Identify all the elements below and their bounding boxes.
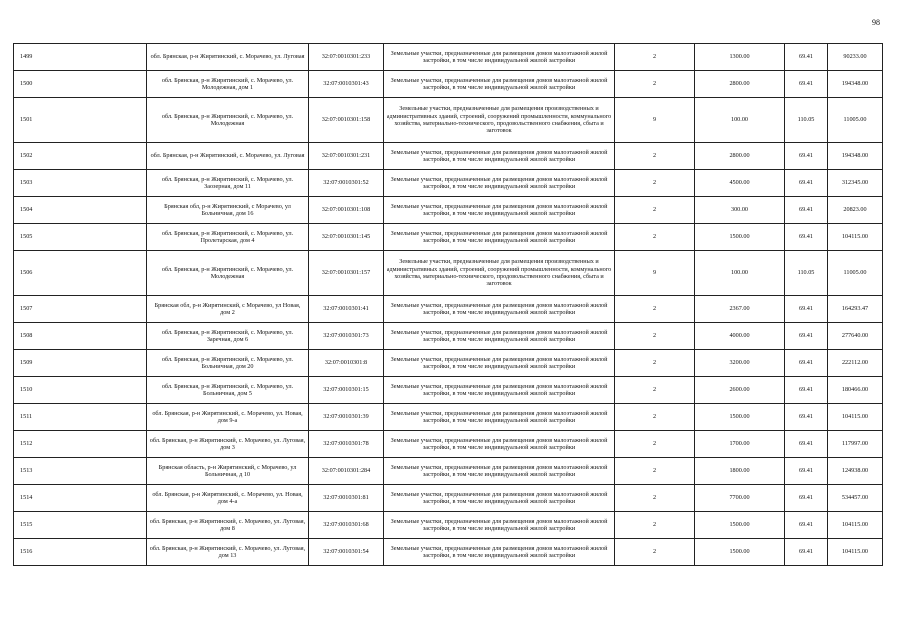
cadastral-value-cell: 124938.00	[828, 458, 883, 485]
table-row	[14, 512, 883, 539]
address-cell: обл. Брянская, р-н Жирятинский, с. Морачево, ул. Молодежная	[147, 98, 309, 143]
use-group-cell: 2	[615, 71, 695, 98]
land-use-purpose-cell: Земельные участки, предназначенные для размещения домов малоэтажной жилой застройки, в том числе индивидуальной жилой застройки	[384, 458, 615, 485]
cadastral-number-cell: 32:07:0010301:231	[309, 143, 384, 170]
table-row	[14, 539, 883, 566]
table-row	[14, 323, 883, 350]
land-use-purpose-cell: Земельные участки, предназначенные для размещения производственных и административных зданий, строений, сооружений промышленности, коммунального хозяйства, материально-технического, продовольственного снабжения, сбыта и заготовок	[384, 98, 615, 143]
address-cell: Брянская обл, р-н Жирятинский, с Морачево, ул Больничная, дом 16	[147, 197, 309, 224]
cadastral-number-cell: 32:07:0010301:284	[309, 458, 384, 485]
cadastral-value-cell: 194348.00	[828, 143, 883, 170]
row-number-cell: 1513	[14, 458, 147, 485]
use-group-cell: 2	[615, 197, 695, 224]
area-cell: 4000.00	[695, 323, 785, 350]
specific-value-cell: 69.41	[785, 296, 828, 323]
area-cell: 100.00	[695, 251, 785, 296]
land-use-purpose-cell: Земельные участки, предназначенные для размещения домов малоэтажной жилой застройки, в том числе индивидуальной жилой застройки	[384, 404, 615, 431]
cadastral-value-cell: 312345.00	[828, 170, 883, 197]
cadastral-number-cell: 32:07:0010301:39	[309, 404, 384, 431]
address-cell: Брянская обл, р-н Жирятинский, с Морачево, ул Новая, дом 2	[147, 296, 309, 323]
cadastral-value-cell: 11005.00	[828, 98, 883, 143]
use-group-cell: 2	[615, 431, 695, 458]
specific-value-cell: 69.41	[785, 170, 828, 197]
cadastral-number-cell: 32:07:0010301:15	[309, 377, 384, 404]
use-group-cell: 9	[615, 98, 695, 143]
cadastral-value-cell: 104115.00	[828, 224, 883, 251]
land-use-purpose-cell: Земельные участки, предназначенные для размещения домов малоэтажной жилой застройки, в том числе индивидуальной жилой застройки	[384, 512, 615, 539]
specific-value-cell: 69.41	[785, 71, 828, 98]
specific-value-cell: 69.41	[785, 44, 828, 71]
row-number-cell: 1504	[14, 197, 147, 224]
land-use-purpose-cell: Земельные участки, предназначенные для размещения домов малоэтажной жилой застройки, в том числе индивидуальной жилой застройки	[384, 224, 615, 251]
specific-value-cell: 110.05	[785, 251, 828, 296]
land-use-purpose-cell: Земельные участки, предназначенные для размещения домов малоэтажной жилой застройки, в том числе индивидуальной жилой застройки	[384, 143, 615, 170]
table-row	[14, 350, 883, 377]
land-plots-table	[13, 43, 883, 566]
table-row	[14, 404, 883, 431]
area-cell: 1800.00	[695, 458, 785, 485]
address-cell: обл. Брянская, р-н Жирятинский, с. Морачево, ул. Больничная, дом 20	[147, 350, 309, 377]
cadastral-number-cell: 32:07:0010301:157	[309, 251, 384, 296]
use-group-cell: 2	[615, 539, 695, 566]
use-group-cell: 2	[615, 296, 695, 323]
table-row	[14, 197, 883, 224]
area-cell: 3200.00	[695, 350, 785, 377]
use-group-cell: 2	[615, 44, 695, 71]
specific-value-cell: 69.41	[785, 197, 828, 224]
area-cell: 1500.00	[695, 404, 785, 431]
table-row	[14, 251, 883, 296]
cadastral-value-cell: 277640.00	[828, 323, 883, 350]
land-use-purpose-cell: Земельные участки, предназначенные для размещения домов малоэтажной жилой застройки, в том числе индивидуальной жилой застройки	[384, 350, 615, 377]
row-number-cell: 1508	[14, 323, 147, 350]
table-row	[14, 377, 883, 404]
area-cell: 300.00	[695, 197, 785, 224]
land-use-purpose-cell: Земельные участки, предназначенные для размещения домов малоэтажной жилой застройки, в том числе индивидуальной жилой застройки	[384, 539, 615, 566]
address-cell: обл. Брянская, р-н Жирятинский, с. Морачево, ул. Луговая	[147, 44, 309, 71]
use-group-cell: 2	[615, 170, 695, 197]
use-group-cell: 2	[615, 485, 695, 512]
use-group-cell: 2	[615, 512, 695, 539]
area-cell: 7700.00	[695, 485, 785, 512]
page-number: 98	[872, 18, 880, 27]
cadastral-number-cell: 32:07:0010301:108	[309, 197, 384, 224]
specific-value-cell: 69.41	[785, 323, 828, 350]
row-number-cell: 1512	[14, 431, 147, 458]
cadastral-value-cell: 104115.00	[828, 404, 883, 431]
land-use-purpose-cell: Земельные участки, предназначенные для размещения домов малоэтажной жилой застройки, в том числе индивидуальной жилой застройки	[384, 377, 615, 404]
table-row	[14, 44, 883, 71]
row-number-cell: 1514	[14, 485, 147, 512]
area-cell: 1500.00	[695, 224, 785, 251]
specific-value-cell: 69.41	[785, 485, 828, 512]
row-number-cell: 1516	[14, 539, 147, 566]
area-cell: 2800.00	[695, 71, 785, 98]
address-cell: обл. Брянская, р-н Жирятинский, с. Морачево, ул. Луговая, дом 3	[147, 431, 309, 458]
land-use-purpose-cell: Земельные участки, предназначенные для размещения домов малоэтажной жилой застройки, в том числе индивидуальной жилой застройки	[384, 485, 615, 512]
table-row	[14, 170, 883, 197]
cadastral-value-cell: 20823.00	[828, 197, 883, 224]
address-cell: обл. Брянская, р-н Жирятинский, с. Морачево, ул. Новая, дом 4-а	[147, 485, 309, 512]
cadastral-number-cell: 32:07:0010301:54	[309, 539, 384, 566]
specific-value-cell: 69.41	[785, 143, 828, 170]
table-row	[14, 458, 883, 485]
cadastral-value-cell: 164293.47	[828, 296, 883, 323]
cadastral-value-cell: 104115.00	[828, 539, 883, 566]
specific-value-cell: 69.41	[785, 350, 828, 377]
use-group-cell: 2	[615, 143, 695, 170]
area-cell: 2800.00	[695, 143, 785, 170]
area-cell: 1700.00	[695, 431, 785, 458]
use-group-cell: 2	[615, 404, 695, 431]
cadastral-number-cell: 32:07:0010301:68	[309, 512, 384, 539]
cadastral-value-cell: 104115.00	[828, 512, 883, 539]
table-row	[14, 71, 883, 98]
address-cell: обл. Брянская, р-н Жирятинский, с. Морачево, ул. Больничная, дом 5	[147, 377, 309, 404]
address-cell: обл. Брянская, р-н Жирятинский, с. Морачево, ул. Молодежная	[147, 251, 309, 296]
area-cell: 2367.00	[695, 296, 785, 323]
specific-value-cell: 69.41	[785, 431, 828, 458]
specific-value-cell: 69.41	[785, 458, 828, 485]
address-cell: обл. Брянская, р-н Жирятинский, с. Морачево, ул. Пролетарская, дом 4	[147, 224, 309, 251]
cadastral-number-cell: 32:07:0010301:8	[309, 350, 384, 377]
cadastral-value-cell: 90233.00	[828, 44, 883, 71]
table-body	[14, 44, 883, 566]
land-use-purpose-cell: Земельные участки, предназначенные для размещения производственных и административных зданий, строений, сооружений промышленности, коммунального хозяйства, материально-технического, продовольственного снабжения, сбыта и заготовок	[384, 251, 615, 296]
table-row	[14, 485, 883, 512]
table-row	[14, 98, 883, 143]
cadastral-value-cell: 180466.00	[828, 377, 883, 404]
land-use-purpose-cell: Земельные участки, предназначенные для размещения домов малоэтажной жилой застройки, в том числе индивидуальной жилой застройки	[384, 296, 615, 323]
specific-value-cell: 69.41	[785, 404, 828, 431]
address-cell: обл. Брянская, р-н Жирятинский, с. Морачево, ул. Луговая, дом 13	[147, 539, 309, 566]
row-number-cell: 1502	[14, 143, 147, 170]
specific-value-cell: 69.41	[785, 377, 828, 404]
use-group-cell: 2	[615, 350, 695, 377]
cadastral-number-cell: 32:07:0010301:43	[309, 71, 384, 98]
cadastral-value-cell: 222112.00	[828, 350, 883, 377]
area-cell: 1300.00	[695, 44, 785, 71]
land-use-purpose-cell: Земельные участки, предназначенные для размещения домов малоэтажной жилой застройки, в том числе индивидуальной жилой застройки	[384, 170, 615, 197]
row-number-cell: 1503	[14, 170, 147, 197]
table-row	[14, 431, 883, 458]
land-use-purpose-cell: Земельные участки, предназначенные для размещения домов малоэтажной жилой застройки, в том числе индивидуальной жилой застройки	[384, 197, 615, 224]
cadastral-number-cell: 32:07:0010301:81	[309, 485, 384, 512]
cadastral-value-cell: 117997.00	[828, 431, 883, 458]
land-use-purpose-cell: Земельные участки, предназначенные для размещения домов малоэтажной жилой застройки, в том числе индивидуальной жилой застройки	[384, 71, 615, 98]
cadastral-value-cell: 11005.00	[828, 251, 883, 296]
land-use-purpose-cell: Земельные участки, предназначенные для размещения домов малоэтажной жилой застройки, в том числе индивидуальной жилой застройки	[384, 431, 615, 458]
row-number-cell: 1511	[14, 404, 147, 431]
address-cell: обл. Брянская, р-н Жирятинский, с. Морачево, ул. Новая, дом 9-а	[147, 404, 309, 431]
row-number-cell: 1506	[14, 251, 147, 296]
specific-value-cell: 69.41	[785, 539, 828, 566]
row-number-cell: 1499	[14, 44, 147, 71]
address-cell: Брянская область, р-н Жирятинский, с Морачево, ул Больничная, д 10	[147, 458, 309, 485]
cadastral-number-cell: 32:07:0010301:158	[309, 98, 384, 143]
use-group-cell: 2	[615, 224, 695, 251]
use-group-cell: 2	[615, 323, 695, 350]
area-cell: 1500.00	[695, 512, 785, 539]
cadastral-number-cell: 32:07:0010301:78	[309, 431, 384, 458]
use-group-cell: 2	[615, 377, 695, 404]
cadastral-number-cell: 32:07:0010301:52	[309, 170, 384, 197]
cadastral-number-cell: 32:07:0010301:233	[309, 44, 384, 71]
row-number-cell: 1500	[14, 71, 147, 98]
address-cell: обл. Брянская, р-н Жирятинский, с. Морачево, ул. Луговая	[147, 143, 309, 170]
row-number-cell: 1509	[14, 350, 147, 377]
cadastral-number-cell: 32:07:0010301:41	[309, 296, 384, 323]
cadastral-value-cell: 194348.00	[828, 71, 883, 98]
row-number-cell: 1501	[14, 98, 147, 143]
specific-value-cell: 69.41	[785, 224, 828, 251]
table-row	[14, 296, 883, 323]
row-number-cell: 1507	[14, 296, 147, 323]
row-number-cell: 1515	[14, 512, 147, 539]
cadastral-number-cell: 32:07:0010301:145	[309, 224, 384, 251]
land-use-purpose-cell: Земельные участки, предназначенные для размещения домов малоэтажной жилой застройки, в том числе индивидуальной жилой застройки	[384, 44, 615, 71]
specific-value-cell: 110.05	[785, 98, 828, 143]
area-cell: 100.00	[695, 98, 785, 143]
table-row	[14, 224, 883, 251]
use-group-cell: 2	[615, 458, 695, 485]
area-cell: 1500.00	[695, 539, 785, 566]
table-row	[14, 143, 883, 170]
area-cell: 2600.00	[695, 377, 785, 404]
land-use-purpose-cell: Земельные участки, предназначенные для размещения домов малоэтажной жилой застройки, в том числе индивидуальной жилой застройки	[384, 323, 615, 350]
address-cell: обл. Брянская, р-н Жирятинский, с. Морачево, ул. Заозерная, дом 11	[147, 170, 309, 197]
address-cell: обл. Брянская, р-н Жирятинский, с. Морачево, ул. Заречная, дом 6	[147, 323, 309, 350]
row-number-cell: 1505	[14, 224, 147, 251]
use-group-cell: 9	[615, 251, 695, 296]
area-cell: 4500.00	[695, 170, 785, 197]
cadastral-value-cell: 534457.00	[828, 485, 883, 512]
address-cell: обл. Брянская, р-н Жирятинский, с. Морачево, ул. Луговая, дом 8	[147, 512, 309, 539]
cadastral-number-cell: 32:07:0010301:73	[309, 323, 384, 350]
specific-value-cell: 69.41	[785, 512, 828, 539]
address-cell: обл. Брянская, р-н Жирятинский, с. Морачево, ул. Молодежная, дом 1	[147, 71, 309, 98]
row-number-cell: 1510	[14, 377, 147, 404]
